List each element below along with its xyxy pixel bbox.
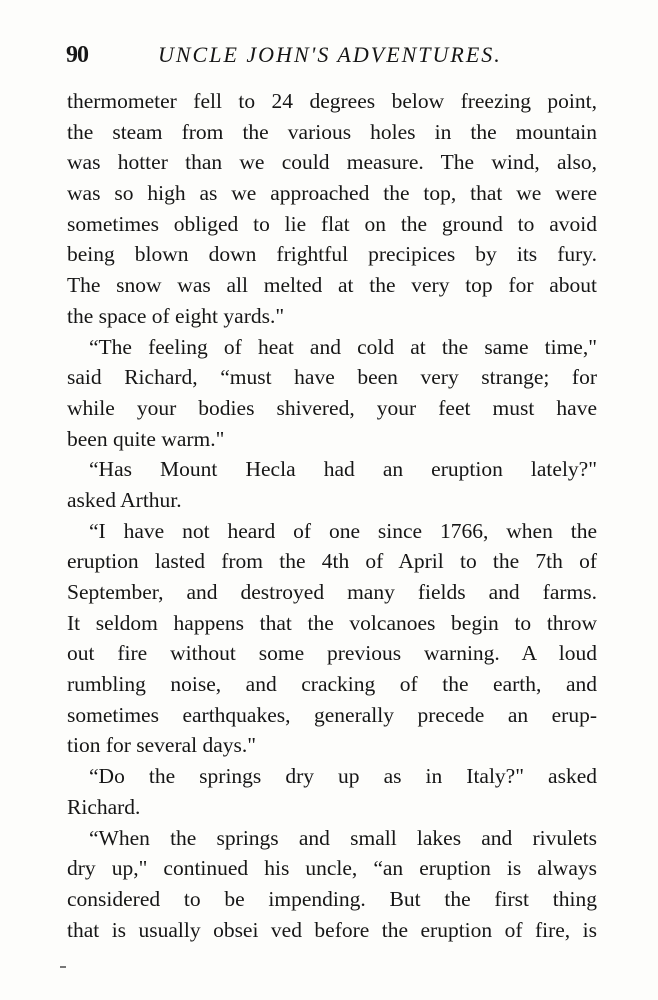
text-line: “Has Mount Hecla had an eruption lately?" — [89, 457, 597, 482]
text-line: eruption lasted from the 4th of April to the 7th of — [67, 549, 597, 574]
text-line: “Do the springs dry up as in Italy?" asked — [89, 764, 597, 789]
text-line: It seldom happens that the volcanoes begin to throw — [67, 610, 597, 635]
page-header — [66, 38, 606, 78]
text-line: dry up," continued his uncle, “an eruption is always — [67, 856, 597, 881]
text-line: sometimes earthquakes, generally precede an erup- — [67, 702, 597, 727]
text-line: been quite warm." — [67, 426, 225, 451]
text-line: rumbling noise, and cracking of the earth, and — [67, 672, 597, 697]
text-line: tion for several days." — [67, 733, 257, 758]
text-line: said Richard, “must have been very strange; for — [67, 365, 597, 390]
text-line: while your bodies shivered, your feet must have — [67, 395, 597, 420]
text-line: “I have not heard of one since 1766, when the — [89, 518, 597, 543]
text-line: thermometer fell to 24 degrees below freezing point, — [67, 89, 597, 113]
text-line: the space of eight yards." — [67, 303, 285, 328]
text-line: the steam from the various holes in the mountain — [67, 119, 597, 144]
text-line: considered to be impending. But the first thing — [67, 886, 597, 911]
text-line: was so high as we approached the top, that we were — [67, 181, 597, 206]
text-line: The snow was all melted at the very top for about — [67, 273, 597, 298]
text-line: “The feeling of heat and cold at the same time," — [89, 334, 597, 359]
print-speck — [60, 966, 66, 968]
text-line: that is usually obsei ved before the eruption of fire, is — [67, 917, 597, 942]
text-line: out fire without some previous warning. A loud — [67, 641, 597, 666]
text-line: being blown down frightful precipices by its fury. — [67, 242, 597, 267]
text-line: was hotter than we could measure. The wind, also, — [67, 150, 597, 175]
text-line: “When the springs and small lakes and rivulets — [89, 825, 597, 850]
page-number: 90 — [66, 42, 88, 68]
text-line: September, and destroyed many fields and farms. — [67, 580, 597, 604]
running-title: UNCLE JOHN'S ADVENTURES. — [158, 42, 502, 67]
text-line: asked Arthur. — [67, 487, 182, 512]
text-line: sometimes obliged to lie flat on the ground to avoid — [67, 211, 597, 236]
body-text — [67, 86, 597, 945]
text-line: Richard. — [67, 794, 141, 819]
